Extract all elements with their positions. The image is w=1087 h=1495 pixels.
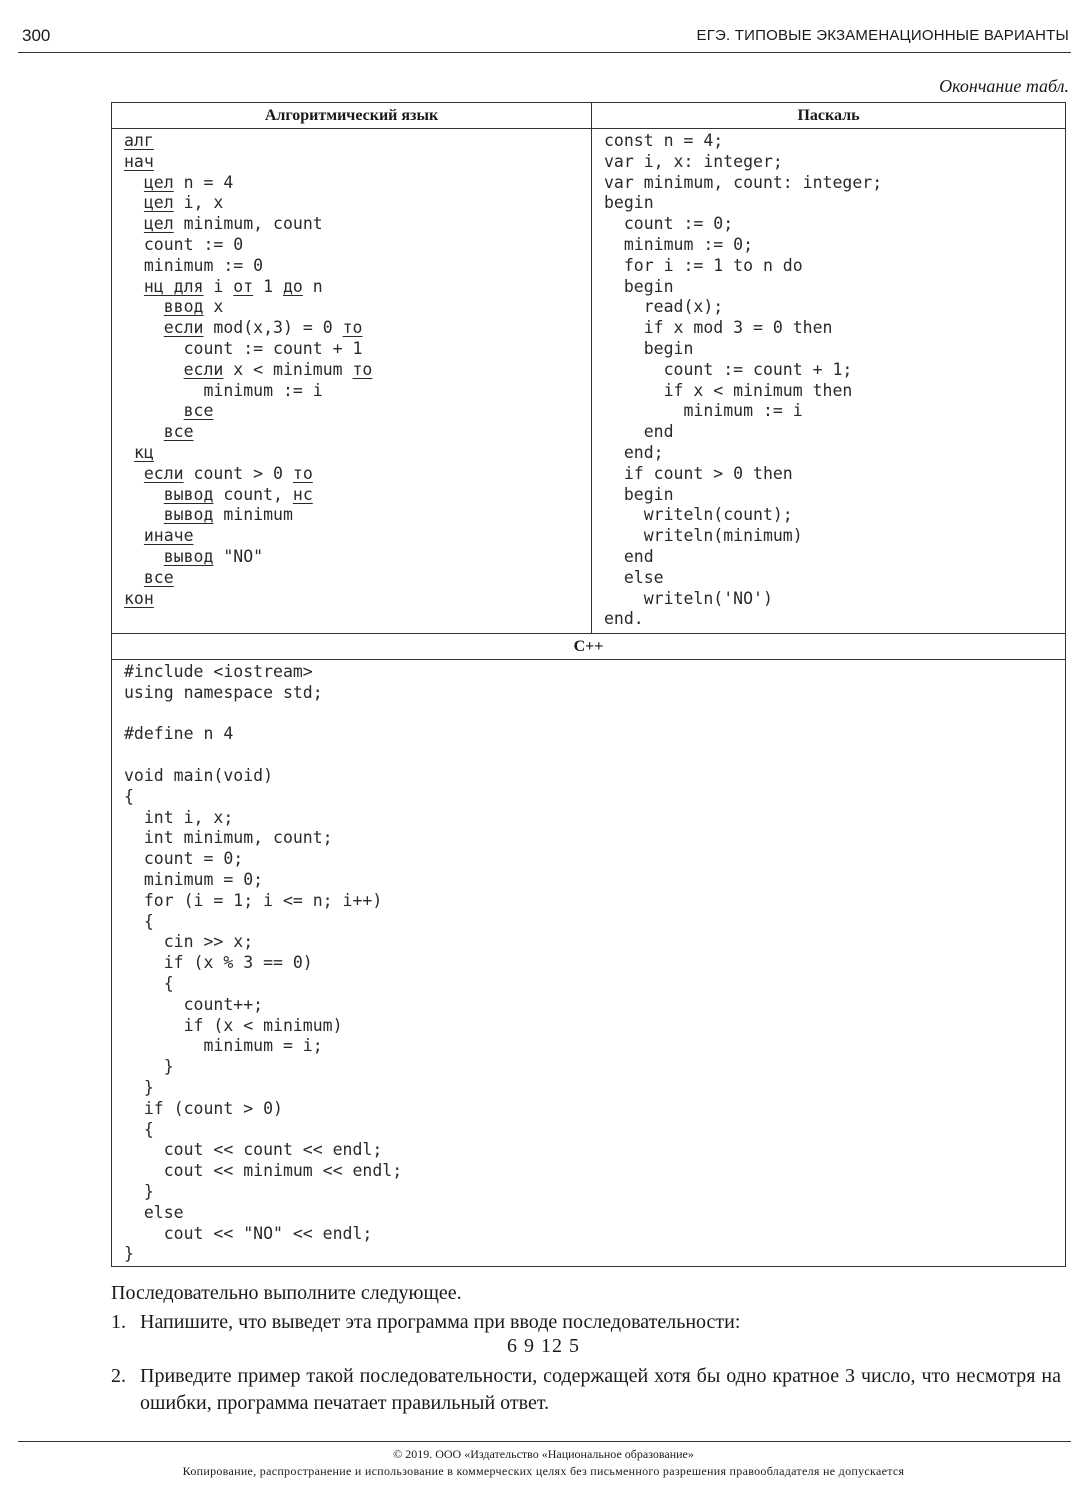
footer-copyright: © 2019. ООО «Издательство «Национальное образование» xyxy=(393,1447,694,1461)
task-2-number: 2. xyxy=(111,1365,126,1387)
keyword: от xyxy=(233,276,254,296)
algorithmic-code-line xyxy=(124,589,591,610)
footer-notice: Копирование, распространение и использование в коммерческих целях без письменного разрешения правообладателя не допускается xyxy=(182,1464,905,1478)
task-2 xyxy=(111,1363,1061,1417)
keyword: нс xyxy=(292,484,313,504)
keyword: то xyxy=(342,318,363,338)
code-table xyxy=(111,102,1066,1267)
algorithmic-code-line: minimum := 0 xyxy=(124,255,264,275)
algorithmic-code-line: цел n = 4 xyxy=(143,172,234,192)
algorithmic-code-line: цел minimum, count xyxy=(143,214,323,234)
keyword: все xyxy=(143,567,174,587)
column-header-algorithmic: Алгоритмический язык xyxy=(112,103,592,129)
algorithmic-code-line: count := count + 1 xyxy=(124,338,363,358)
input-sequence: 6 9 12 5 xyxy=(507,1335,580,1357)
algorithmic-code-line: вывод minimum xyxy=(163,505,293,525)
algorithmic-code-line: если mod(x,3) = 0 то xyxy=(163,318,363,338)
algorithmic-code-line: нц для i от 1 до n xyxy=(143,276,323,296)
algorithmic-code-line: ввод x xyxy=(163,297,224,317)
table-caption: Окончание табл. xyxy=(939,76,1069,96)
tasks-intro: Последовательно выполните следующее. xyxy=(111,1282,462,1304)
cpp-cell xyxy=(112,660,1066,1267)
algorithmic-code-line: count := 0 xyxy=(124,234,244,254)
algorithmic-code-line xyxy=(124,422,591,443)
keyword: то xyxy=(352,359,373,379)
keyword: если xyxy=(143,463,184,483)
algorithmic-code-line: цел i, x xyxy=(143,193,224,213)
pascal-code: const n = 4; var i, x: integer; var minimum, count: integer; begin count := 0; minimum := 0; for i := 1 to n do begin read(x); if x mod 3 = 0 then begin count := count + 1; if x < minimum then minimum := i end end; if count > 0 then begin writeln(count); writeln(minimum) end else writeln('NO') end. xyxy=(604,131,883,629)
keyword: цел xyxy=(143,193,174,213)
keyword: ввод xyxy=(163,297,204,317)
task-1-number: 1. xyxy=(111,1311,126,1333)
algorithmic-code-line xyxy=(124,443,591,464)
keyword: нц для xyxy=(143,276,204,296)
algorithmic-code-line xyxy=(124,131,591,152)
pascal-cell xyxy=(592,129,1066,634)
algorithmic-code-line xyxy=(124,401,591,422)
algorithmic-cell xyxy=(112,129,592,634)
table-cpp-header-row xyxy=(112,634,1066,660)
keyword: то xyxy=(292,463,313,483)
algorithmic-code-line xyxy=(124,568,591,589)
keyword: все xyxy=(163,422,194,442)
keyword: цел xyxy=(143,172,174,192)
table-cpp-row xyxy=(112,660,1066,1267)
column-header-pascal: Паскаль xyxy=(592,103,1066,129)
algorithmic-code-line: если x < minimum то xyxy=(183,359,373,379)
keyword: до xyxy=(282,276,303,296)
keyword: все xyxy=(183,401,214,421)
running-header: ЕГЭ. ТИПОВЫЕ ЭКЗАМЕНАЦИОННЫЕ ВАРИАНТЫ xyxy=(696,27,1069,44)
table-code-row xyxy=(112,129,1066,634)
footer-divider xyxy=(18,1441,1071,1442)
algorithmic-code-line xyxy=(124,526,591,547)
algorithmic-code xyxy=(112,129,591,609)
algorithmic-code-line: вывод "NO" xyxy=(163,546,264,566)
algorithmic-code-line: minimum := i xyxy=(124,380,323,400)
header-divider xyxy=(18,52,1071,53)
keyword: кц xyxy=(133,442,154,462)
keyword: кон xyxy=(124,588,154,608)
keyword: вывод xyxy=(163,546,214,566)
keyword: если xyxy=(163,318,204,338)
algorithmic-code-line: вывод count, нс xyxy=(163,484,313,504)
keyword: нач xyxy=(124,151,154,171)
keyword: вывод xyxy=(163,484,214,504)
table-header-row xyxy=(112,103,1066,129)
algorithmic-code-line xyxy=(124,152,591,173)
cpp-code: #include <iostream> using namespace std; #define n 4 void main(void) { int i, x; int minimum, count; count = 0; minimum = 0; for (i = 1; i <= n; i++) { cin >> x; if (x % 3 == 0) { count++; if (x < minimum) minimum = i; } } if (count > 0) { cout << count << endl; cout << minimum << endl; } else cout << "NO" << endl; } xyxy=(124,662,403,1264)
task-2-text: Приведите пример такой последовательности, содержащей хотя бы одно кратное 3 число, что несмотря на ошибки, программа печатает правильный ответ. xyxy=(140,1365,1061,1414)
task-1 xyxy=(111,1309,1061,1336)
keyword: вывод xyxy=(163,505,214,525)
task-1-text: Напишите, что выведет эта программа при вводе последовательности: xyxy=(140,1311,741,1333)
keyword: если xyxy=(183,359,224,379)
keyword: цел xyxy=(143,214,174,234)
keyword: иначе xyxy=(143,526,194,546)
column-header-cpp: C++ xyxy=(112,634,1066,660)
keyword: алг xyxy=(124,131,154,150)
algorithmic-code-line: если count > 0 то xyxy=(143,463,313,483)
page-number: 300 xyxy=(22,26,51,45)
